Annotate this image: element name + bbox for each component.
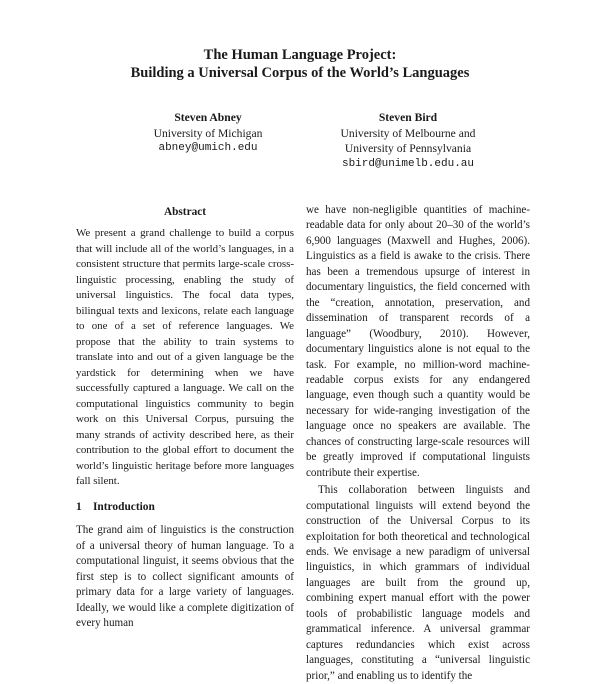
abstract-heading: Abstract [163, 206, 207, 218]
author-block-abney [108, 110, 308, 157]
author-email: sbird@unimelb.edu.au [341, 157, 475, 170]
paper-title [0, 47, 600, 82]
author-affiliation: University of Michigan [153, 126, 263, 140]
left-column [76, 205, 294, 632]
author-block-bird [318, 110, 498, 172]
body-paragraph: This collaboration between linguists and computational linguists will extend beyond the construction of the Universal Corpus to its exploitation for both theoretical and technological ends. We envisage a new paradigm of universal linguistics, in which grammars of individual languages are built from the ground up, combining expert manual effort with the power tools of probabilistic language models and grammatical inference. A universal grammar captures redundancies which exist across languages, constituting a “universal linguistic prior,” and enabling us to identify the [306, 484, 530, 682]
author-name: Steven Bird [378, 111, 438, 124]
body-paragraph: we have non-negligible quantities of machine-readable data for only about 20–30 of the world’s 6,900 languages (Maxwell and Hughes, 2006). Linguistics as a field is awake to the crisis. There has been a tremendous upsurge of interest in documentary linguistics, the field concerned with the “creation, annotation, preservation, and dissemination of transparent records of a language” (Woodbury, 2010). However, documentary linguistics alone is not equal to the task. For example, no million-word machine-readable corpus exists for any endangered language, even though such a quantity would be necessary for wide-ranging investigation of the language once no speakers are available. The chances of constructing large-scale resources will be greatly improved if computational linguists contribute their expertise. [306, 204, 530, 479]
abstract-text: We present a grand challenge to build a corpus that will include all of the world’s languages, in a consistent structure that permits large-scale cross-linguistic processing, enabling the study of universal linguistics. The focal data types, bilingual texts and lexicons, relate each language to one of a set of reference languages. We propose that the ability to train systems to translate into and out of a given language be the yardstick for determining when we have successfully captured a language. We call on the computational linguistics community to begin work on this Universal Corpus, pursuing the many strands of activity described here, as their contribution to the global effort to document the world’s linguistic heritage before more languages fall silent. [76, 227, 294, 488]
title-line-2: Building a Universal Corpus of the World’s Languages [130, 64, 470, 81]
author-affiliation: University of Melbourne and [340, 126, 476, 140]
right-column [306, 203, 530, 684]
author-affiliation: University of Pennsylvania [344, 142, 472, 155]
author-name: Steven Abney [174, 111, 242, 124]
section-heading-introduction [76, 500, 294, 515]
section-number: 1 [76, 500, 82, 513]
section-title: Introduction [93, 500, 155, 513]
author-email: abney@umich.edu [158, 142, 258, 154]
intro-paragraph: The grand aim of linguistics is the construction of a universal theory of human language. To a computational linguist, it seems obvious that the first step is to collect significant amounts of primary data for a large variety of languages. Ideally, we would like a complete digitization of every human [76, 524, 294, 630]
title-line-1: The Human Language Project: [203, 47, 397, 63]
